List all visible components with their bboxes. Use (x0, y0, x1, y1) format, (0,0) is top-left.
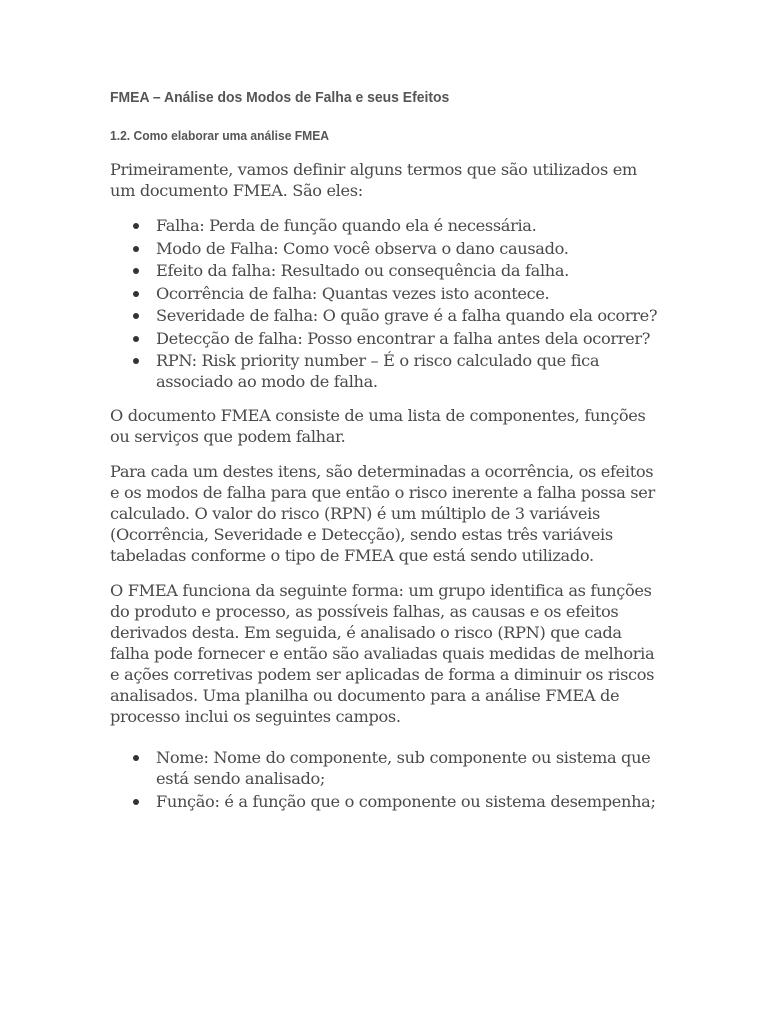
bullet-icon (133, 336, 139, 342)
list-item (156, 260, 660, 281)
list-item-text: Severidade de falha: O quão grave é a falha quando ela ocorre? (156, 306, 658, 325)
bullet-icon (133, 223, 139, 229)
list-item-text: Nome: Nome do componente, sub componente ou sistema que está sendo analisado; (156, 748, 651, 788)
bullet-icon (133, 268, 139, 274)
list-item (156, 747, 660, 789)
list-item-text: Efeito da falha: Resultado ou consequência da falha. (156, 261, 569, 280)
list-item (156, 305, 660, 326)
bullet-icon (133, 291, 139, 297)
list-item-text: Falha: Perda de função quando ela é necessária. (156, 216, 537, 235)
list-item-text: Detecção de falha: Posso encontrar a falha antes dela ocorrer? (156, 328, 651, 348)
list-item (156, 238, 660, 259)
bullet-icon (133, 246, 139, 252)
terms-list (110, 215, 660, 392)
fields-list (110, 747, 660, 812)
bullet-icon (133, 313, 139, 319)
section-title: 1.2. Como elaborar uma análise FMEA (110, 128, 330, 143)
document-title: FMEA – Análise dos Modos de Falha e seus Efeitos (110, 89, 450, 106)
list-item-text: Função: é a função que o componente ou sistema desempenha; (156, 791, 656, 811)
list-item (156, 350, 660, 392)
document-page (110, 88, 660, 825)
paragraph-components: O documento FMEA consiste de uma lista de componentes, funções ou serviços que podem falhar. (110, 406, 646, 446)
list-item-text: Ocorrência de falha: Quantas vezes isto acontece. (156, 283, 550, 303)
list-item (156, 791, 660, 812)
bullet-icon (133, 799, 139, 805)
list-item (156, 328, 660, 349)
paragraph-risk: Para cada um destes itens, são determinadas a ocorrência, os efeitos e os modos de falha para que então o risco inerente a falha possa ser calculado. O valor do risco (RPN) é um múltiplo de 3 variáveis (Ocorrência, Severidade e Detecção), sendo estas três variáveis tabeladas conforme o tipo de FMEA que está sendo utilizado. (110, 462, 655, 565)
list-item (156, 283, 660, 304)
list-item-text: RPN: Risk priority number – É o risco calculado que fica associado ao modo de falha. (156, 351, 600, 391)
list-item-text: Modo de Falha: Como você observa o dano causado. (156, 238, 569, 258)
bullet-icon (133, 755, 139, 761)
bullet-icon (133, 358, 139, 364)
list-item (156, 215, 660, 236)
paragraph-process: O FMEA funciona da seguinte forma: um grupo identifica as funções do produto e processo, as possíveis falhas, as causas e os efeitos derivados desta. Em seguida, é analisado o risco (RPN) que cada falha pode fornecer e então são avaliadas quais medidas de melhoria e ações corretivas podem ser aplicadas de forma a diminuir os riscos analisados. Uma planilha ou documento para a análise FMEA de processo inclui os seguintes campos. (110, 581, 655, 726)
intro-paragraph: Primeiramente, vamos definir alguns termos que são utilizados em um documento FMEA. São eles: (110, 160, 637, 200)
